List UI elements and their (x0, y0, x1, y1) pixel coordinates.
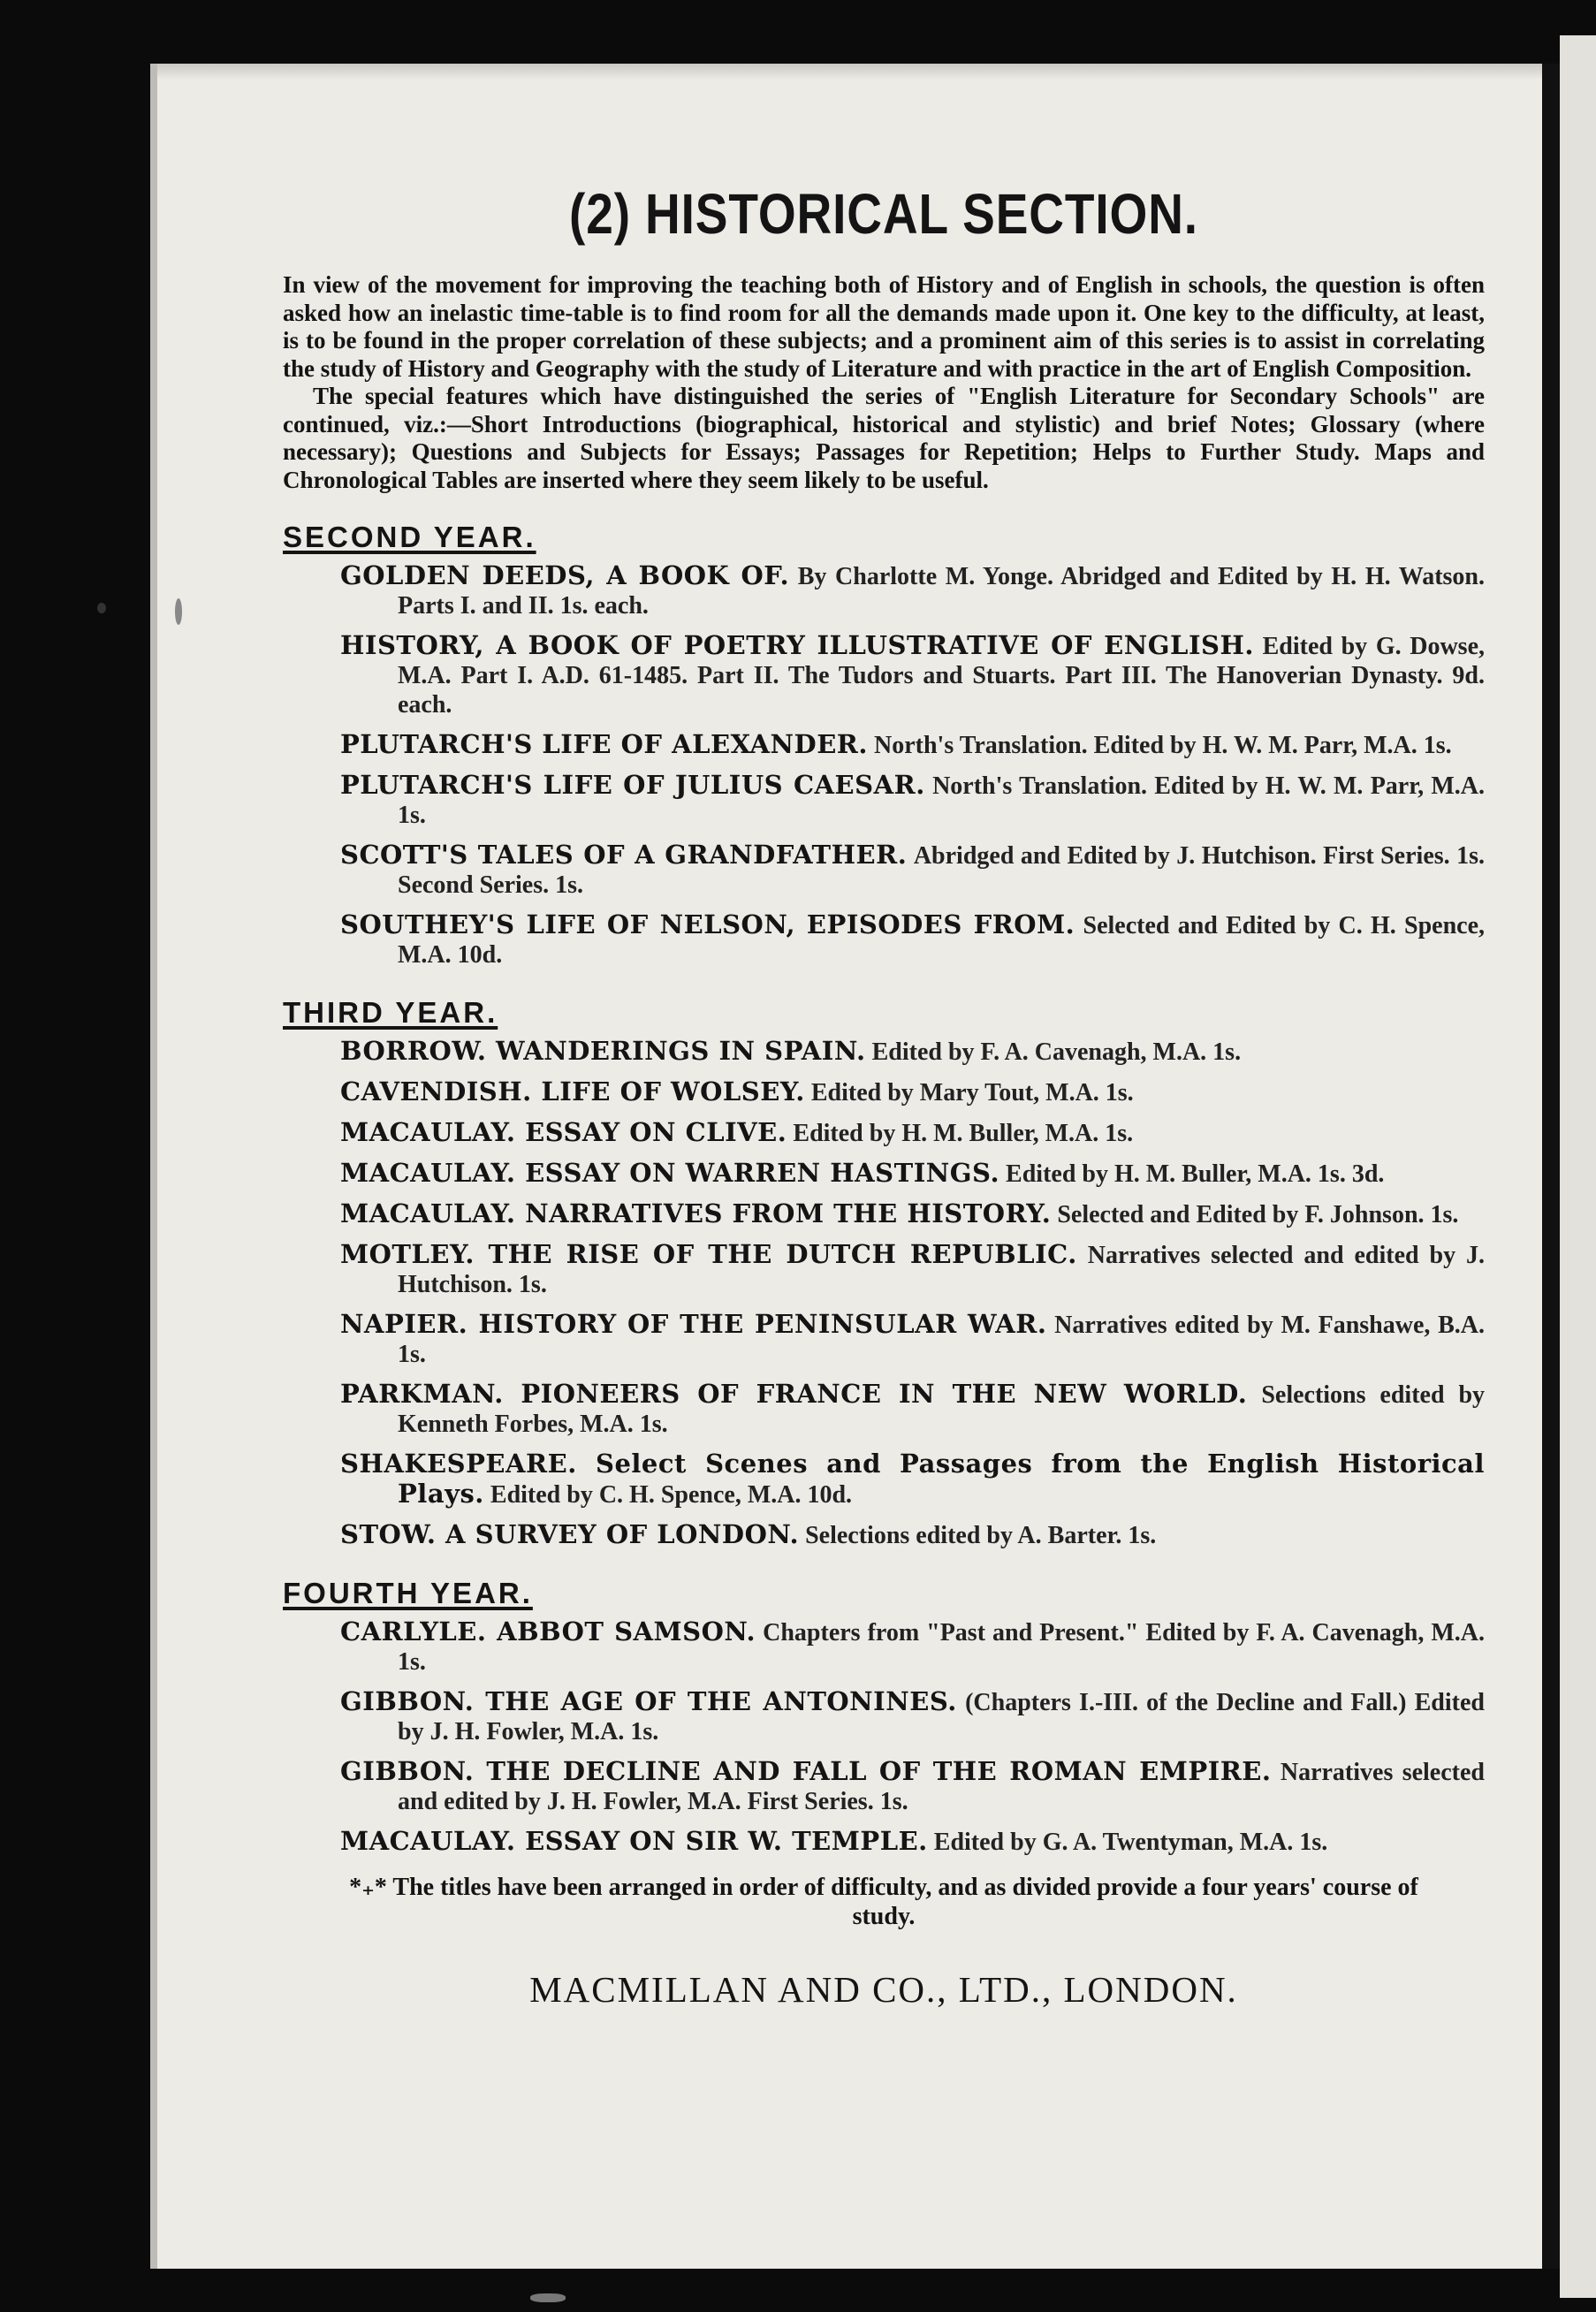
book-details: Selected and Edited by F. Johnson. 1s. (1057, 1201, 1459, 1228)
intro-paragraph: The special features which have distinguished the series of "English Literature for Secondary Schools" are continued, viz.:—Short Introductions (biographical, historical and stylistic) and brief Notes; Glossary (where necessary); Questions and Subjects for Essays; Passages for Repetition; Helps to Further Study. Maps and Chronological Tables are inserted where they seem likely to be useful. (283, 383, 1485, 493)
scan-speck (530, 2293, 566, 2302)
book-title: NAPIER. HISTORY OF THE PENINSULAR WAR. (340, 1309, 1047, 1339)
book-title: MACAULAY. ESSAY ON CLIVE. (340, 1117, 787, 1147)
book-details: Edited by G. A. Twentyman, M.A. 1s. (933, 1829, 1328, 1856)
page-content (283, 181, 1485, 2011)
book-entry (340, 1827, 1485, 1857)
book-entry (340, 631, 1485, 719)
book-details: Narratives selected and edited by J. H. Fowler, M.A. First Series. 1s. (398, 1759, 1485, 1815)
book-entry (340, 1310, 1485, 1369)
book-title: GIBBON. THE AGE OF THE ANTONINES. (340, 1686, 957, 1716)
book-entry (340, 1199, 1485, 1229)
book-details: Narratives edited by M. Fanshawe, B.A. 1s. (398, 1312, 1486, 1368)
book-title: MACAULAY. ESSAY ON SIR W. TEMPLE. (340, 1826, 928, 1856)
book-details: North's Translation. Edited by H. W. M. Parr, M.A. 1s. (398, 772, 1485, 829)
book-details: (Chapters I.-III. of the Decline and Fall.) Edited by J. H. Fowler, M.A. 1s. (398, 1689, 1485, 1745)
book-details: Edited by H. M. Buller, M.A. 1s. (793, 1120, 1134, 1147)
book-entry (340, 1617, 1485, 1677)
book-details: North's Translation. Edited by H. W. M. Parr, M.A. 1s. (874, 732, 1452, 759)
book-details: Selections edited by Kenneth Forbes, M.A. 1s. (398, 1381, 1486, 1438)
publisher-imprint: MACMILLAN AND CO., LTD., LONDON. (529, 1969, 1238, 2010)
book-details: By Charlotte M. Yonge. Abridged and Edited by H. H. Watson. Parts I. and II. 1s. each. (398, 563, 1486, 620)
book-title: PARKMAN. PIONEERS OF FRANCE IN THE NEW WORLD. (340, 1379, 1248, 1409)
intro-section (283, 271, 1485, 494)
intro-paragraph: In view of the movement for improving the teaching both of History and of English in schools, the question is often asked how an inelastic time-table is to find room for all the demands made upon it. One key to the difficulty, at least, is to be found in the proper correlation of these subjects; and a prominent aim of this series is to assist in correlating the study of History and Geography with the study of Literature and with practice in the art of English Composition. (283, 271, 1485, 382)
book-entry (340, 1240, 1485, 1299)
book-title: CARLYLE. ABBOT SAMSON. (340, 1616, 756, 1647)
book-title: SCOTT'S TALES OF A GRANDFATHER. (340, 840, 908, 870)
book-title: PLUTARCH'S LIFE OF JULIUS CAESAR. (340, 770, 925, 800)
book-details: Edited by H. M. Buller, M.A. 1s. 3d. (1006, 1160, 1385, 1188)
book-entry (340, 561, 1485, 620)
page-top-shadow (157, 64, 1542, 80)
book-entry (340, 840, 1485, 900)
book-title: PLUTARCH'S LIFE OF ALEXANDER. (340, 729, 869, 759)
book-details: Edited by G. Dowse, M.A. Part I. A.D. 61-1485. Part II. The Tudors and Stuarts. Part III. The Hanoverian Dynasty. 9d. each. (398, 633, 1486, 719)
book-details: Edited by F. A. Cavenagh, M.A. 1s. (871, 1038, 1242, 1066)
scan-speck (97, 603, 106, 613)
book-details: Selections edited by A. Barter. 1s. (805, 1522, 1157, 1549)
section-heading-third-year: THIRD YEAR. (283, 996, 498, 1029)
book-title: MOTLEY. THE RISE OF THE DUTCH REPUBLIC. (340, 1239, 1077, 1269)
book-details: Narratives selected and edited by J. Hutchison. 1s. (398, 1242, 1485, 1298)
book-title: MACAULAY. ESSAY ON WARREN HASTINGS. (340, 1158, 1000, 1188)
book-entry (340, 1520, 1485, 1550)
book-entry (340, 1037, 1485, 1067)
book-entry (340, 771, 1485, 830)
book-entry (340, 1380, 1485, 1439)
difficulty-note: *₊* The titles have been arranged in order of difficulty, and as divided provide a four years' course of study. (349, 1874, 1418, 1930)
section-heading-second-year: SECOND YEAR. (283, 521, 536, 553)
book-entry (340, 1449, 1485, 1510)
book-details: Edited by C. H. Spence, M.A. 10d. (490, 1481, 853, 1509)
book-entry (340, 1077, 1485, 1107)
page-gutter (1542, 64, 1560, 2269)
scan-speck (175, 598, 182, 625)
book-entry (340, 1118, 1485, 1148)
book-title: STOW. A SURVEY OF LONDON. (340, 1519, 800, 1549)
book-title: GOLDEN DEEDS, A BOOK OF. (340, 560, 790, 590)
book-entry (340, 910, 1485, 970)
book-details: Chapters from "Past and Present." Edited by F. A. Cavenagh, M.A. 1s. (398, 1619, 1486, 1676)
page-title: (2) HISTORICAL SECTION. (569, 182, 1198, 246)
book-title: HISTORY, A BOOK OF POETRY ILLUSTRATIVE OF ENGLISH. (340, 630, 1254, 660)
book-title: MACAULAY. NARRATIVES FROM THE HISTORY. (340, 1198, 1052, 1228)
book-title: BORROW. WANDERINGS IN SPAIN. (340, 1036, 866, 1066)
book-entry (340, 730, 1485, 760)
book-details: Abridged and Edited by J. Hutchison. First Series. 1s. Second Series. 1s. (398, 842, 1485, 899)
book-title: SHAKESPEARE. Select Scenes and Passages from the English Historical Plays. (340, 1449, 1485, 1509)
book-entry (340, 1159, 1485, 1189)
adjacent-page-edge (1560, 35, 1596, 2298)
book-title: SOUTHEY'S LIFE OF NELSON, EPISODES FROM. (340, 909, 1075, 939)
book-title: GIBBON. THE DECLINE AND FALL OF THE ROMAN EMPIRE. (340, 1756, 1272, 1786)
book-details: Edited by Mary Tout, M.A. 1s. (810, 1079, 1134, 1107)
section-heading-fourth-year: FOURTH YEAR. (283, 1577, 533, 1609)
book-entry (340, 1687, 1485, 1746)
book-entry (340, 1757, 1485, 1816)
book-title: CAVENDISH. LIFE OF WOLSEY. (340, 1076, 805, 1107)
book-details: Selected and Edited by C. H. Spence, M.A. 10d. (398, 912, 1486, 969)
